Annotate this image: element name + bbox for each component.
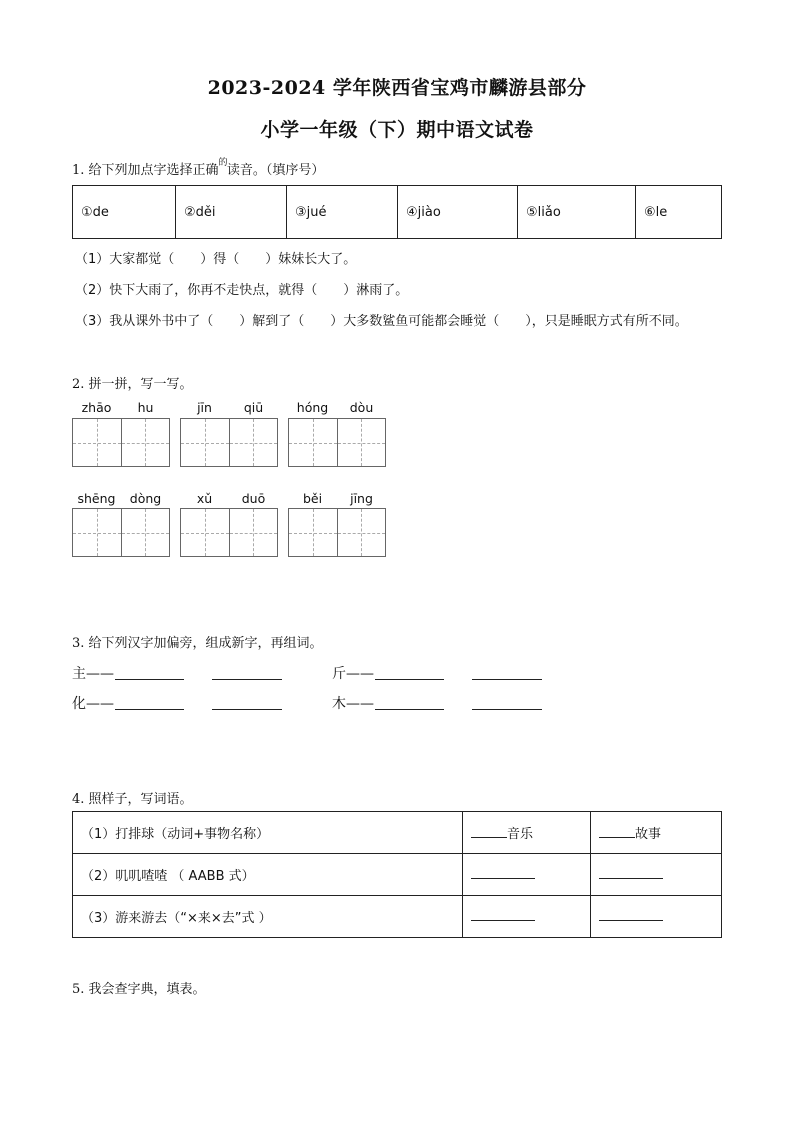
q4-row1-cell3[interactable]: [591, 812, 722, 854]
q1-prompt-dotted-char: [218, 158, 228, 178]
answer-blank[interactable]: [599, 908, 663, 921]
pinyin-hu: hu: [137, 400, 154, 415]
pinyin-sheng: shēng: [77, 491, 116, 506]
grid-cell[interactable]: [73, 509, 121, 556]
q1-option-6: ⑥le: [636, 186, 722, 239]
answer-blank[interactable]: [599, 866, 663, 879]
q3-char-hua: 化——: [72, 696, 114, 712]
q4-row2-cell3[interactable]: [591, 854, 722, 896]
q3-blank-char[interactable]: [115, 709, 184, 710]
q1-sentence-1: （1）大家都觉（ ）得（ ）妹妹长大了。: [75, 252, 357, 267]
q4-row3-cell3[interactable]: [591, 896, 722, 938]
q3-prompt: 3. 给下列汉字加偏旁，组成新字，再组词。: [72, 636, 323, 651]
table-row: [73, 896, 722, 938]
grid-cell[interactable]: [181, 419, 229, 466]
answer-blank[interactable]: [599, 825, 635, 838]
pinyin-bei: běi: [302, 491, 323, 506]
q1-option-5: ⑤liǎo: [518, 186, 636, 239]
q3-blank-word[interactable]: [212, 709, 282, 710]
grid-cell[interactable]: [121, 509, 169, 556]
writing-grid-4[interactable]: [72, 508, 170, 557]
q1-dotted-char-glyph: 的: [218, 158, 228, 168]
q1-option-4: ④jiào: [398, 186, 518, 239]
writing-grid-5[interactable]: [180, 508, 278, 557]
pinyin-dou: dòu: [349, 400, 374, 415]
q3-blank-word[interactable]: [472, 679, 542, 680]
q3-blank-word[interactable]: [212, 679, 282, 680]
q1-sentence-2: （2）快下大雨了，你再不走快点，就得（ ）淋雨了。: [75, 283, 409, 298]
pinyin-hong: hóng: [296, 400, 329, 415]
pinyin-qiu: qiū: [243, 400, 264, 415]
grid-cell[interactable]: [229, 419, 277, 466]
pinyin-dong: dòng: [129, 491, 162, 506]
q3-blank-char[interactable]: [375, 679, 444, 680]
q4-words-table: [72, 811, 722, 938]
grid-cell[interactable]: [337, 509, 385, 556]
q3-blank-char[interactable]: [115, 679, 184, 680]
pinyin-jin: jīn: [197, 400, 212, 415]
table-row: [73, 854, 722, 896]
q5-prompt: 5. 我会查字典，填表。: [72, 982, 206, 997]
writing-grid-2[interactable]: [180, 418, 278, 467]
q1-option-1: ①de: [73, 186, 176, 239]
q3-char-mu: 木——: [332, 696, 374, 712]
q3-blank-word[interactable]: [472, 709, 542, 710]
grid-cell[interactable]: [73, 419, 121, 466]
q1-options-table: [72, 185, 722, 239]
grid-cell[interactable]: [229, 509, 277, 556]
grid-cell[interactable]: [289, 509, 337, 556]
pinyin-zhao: zhāo: [81, 400, 112, 415]
q3-blank-char[interactable]: [375, 709, 444, 710]
q2-prompt: 2. 拼一拼，写一写。: [72, 377, 193, 392]
exam-title-line1: 2023-2024 学年陕西省宝鸡市麟游县部分: [207, 77, 587, 99]
writing-grid-3[interactable]: [288, 418, 386, 467]
q4-prompt: 4. 照样子，写词语。: [72, 792, 193, 807]
q1-prompt-part-a: 1. 给下列加点字选择正确: [72, 163, 219, 178]
pinyin-jing: jīng: [350, 491, 373, 506]
q3-char-zhu: 主——: [72, 666, 114, 682]
q4-row2-label: （2）叽叽喳喳 （ AABB 式）: [73, 854, 463, 896]
writing-grid-1[interactable]: [72, 418, 170, 467]
q1-option-2: ②děi: [176, 186, 287, 239]
q4-row3-cell2[interactable]: [463, 896, 591, 938]
q1-sentence-3: （3）我从课外书中了（ ）解到了（ ）大多数鲨鱼可能都会睡觉（ ），只是睡眠方式有所不同。: [75, 314, 688, 329]
writing-grid-6[interactable]: [288, 508, 386, 557]
answer-blank[interactable]: [471, 866, 535, 879]
q4-row1-cell2[interactable]: [463, 812, 591, 854]
q4-row1-label: （1）打排球（动词+事物名称）: [73, 812, 463, 854]
answer-blank[interactable]: [471, 825, 507, 838]
q1-prompt-part-b: 读音。（填序号）: [226, 163, 325, 178]
grid-cell[interactable]: [121, 419, 169, 466]
grid-cell[interactable]: [289, 419, 337, 466]
q4-row3-label: （3）游来游去（“×来×去”式 ）: [73, 896, 463, 938]
q1-prompt: [72, 159, 324, 178]
grid-cell[interactable]: [181, 509, 229, 556]
q4-row1-word: 音乐: [507, 827, 534, 842]
grid-cell[interactable]: [337, 419, 385, 466]
pinyin-xu: xǔ: [196, 491, 213, 506]
q3-char-jin: 斤——: [332, 666, 374, 682]
q4-row1-word2: 故事: [635, 827, 662, 842]
answer-blank[interactable]: [471, 908, 535, 921]
exam-title-line2: 小学一年级（下）期中语文试卷: [260, 119, 534, 141]
q4-row2-cell2[interactable]: [463, 854, 591, 896]
q1-option-3: ③jué: [287, 186, 398, 239]
pinyin-duo: duō: [241, 491, 266, 506]
table-row: [73, 812, 722, 854]
